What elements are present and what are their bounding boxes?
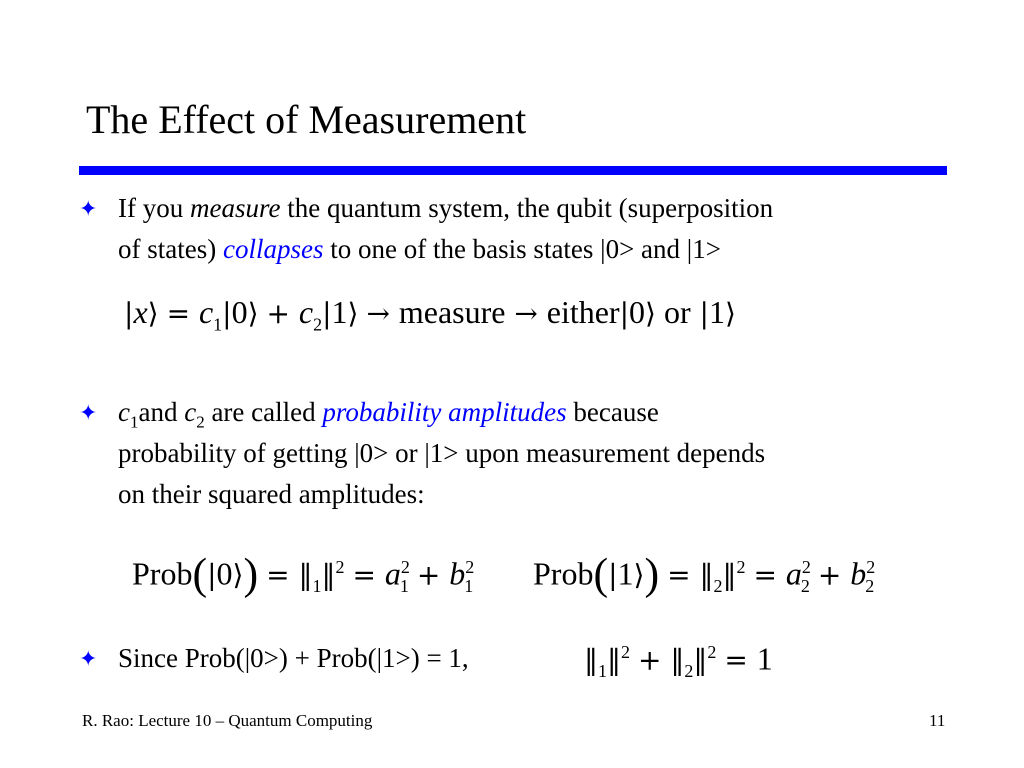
title-rule	[79, 166, 947, 175]
footer-lecture-label: R. Rao: Lecture 10 – Quantum Computing	[82, 711, 373, 730]
bullet-2-line-2: probability of getting |0> or |1> upon measurement depends	[118, 438, 766, 468]
normalization-equation: $‖_1‖^2$ + $‖_2‖^2 = 1$	[584, 640, 773, 682]
measurement-equation: |x⟩ = $c_1|0⟩$ + $c_2|1⟩$ → measure → either|0⟩ or |1⟩	[124, 294, 736, 335]
slide-title: The Effect of Measurement	[86, 97, 527, 142]
probability-equation-one: Prob(|1⟩) = $‖_2‖^2 = a^2_2 + b^2_2$	[533, 549, 876, 599]
bullet-star-icon: ✦	[79, 401, 98, 426]
bullet-3-text: Since Prob(|0>) + Prob(|1>) = 1,	[118, 643, 469, 673]
bullet-2-line-1: $c_1and$ $c_2$ are called probability amplitudes because	[118, 397, 659, 432]
bullet-star-icon: ✦	[79, 197, 98, 222]
bullet-2-line-3: on their squared amplitudes:	[118, 479, 425, 509]
bullet-star-icon: ✦	[79, 647, 98, 672]
probability-equation-zero: Prob(|0⟩) = $‖_1‖^2 = a^2_1 + b^2_1$	[132, 549, 475, 599]
bullet-1-line-2: of states) collapses to one of the basis states |0> and |1>	[118, 234, 721, 264]
bullet-1-line-1: If you measure the quantum system, the qubit (superposition	[118, 193, 774, 223]
page-number: 11	[929, 711, 946, 730]
